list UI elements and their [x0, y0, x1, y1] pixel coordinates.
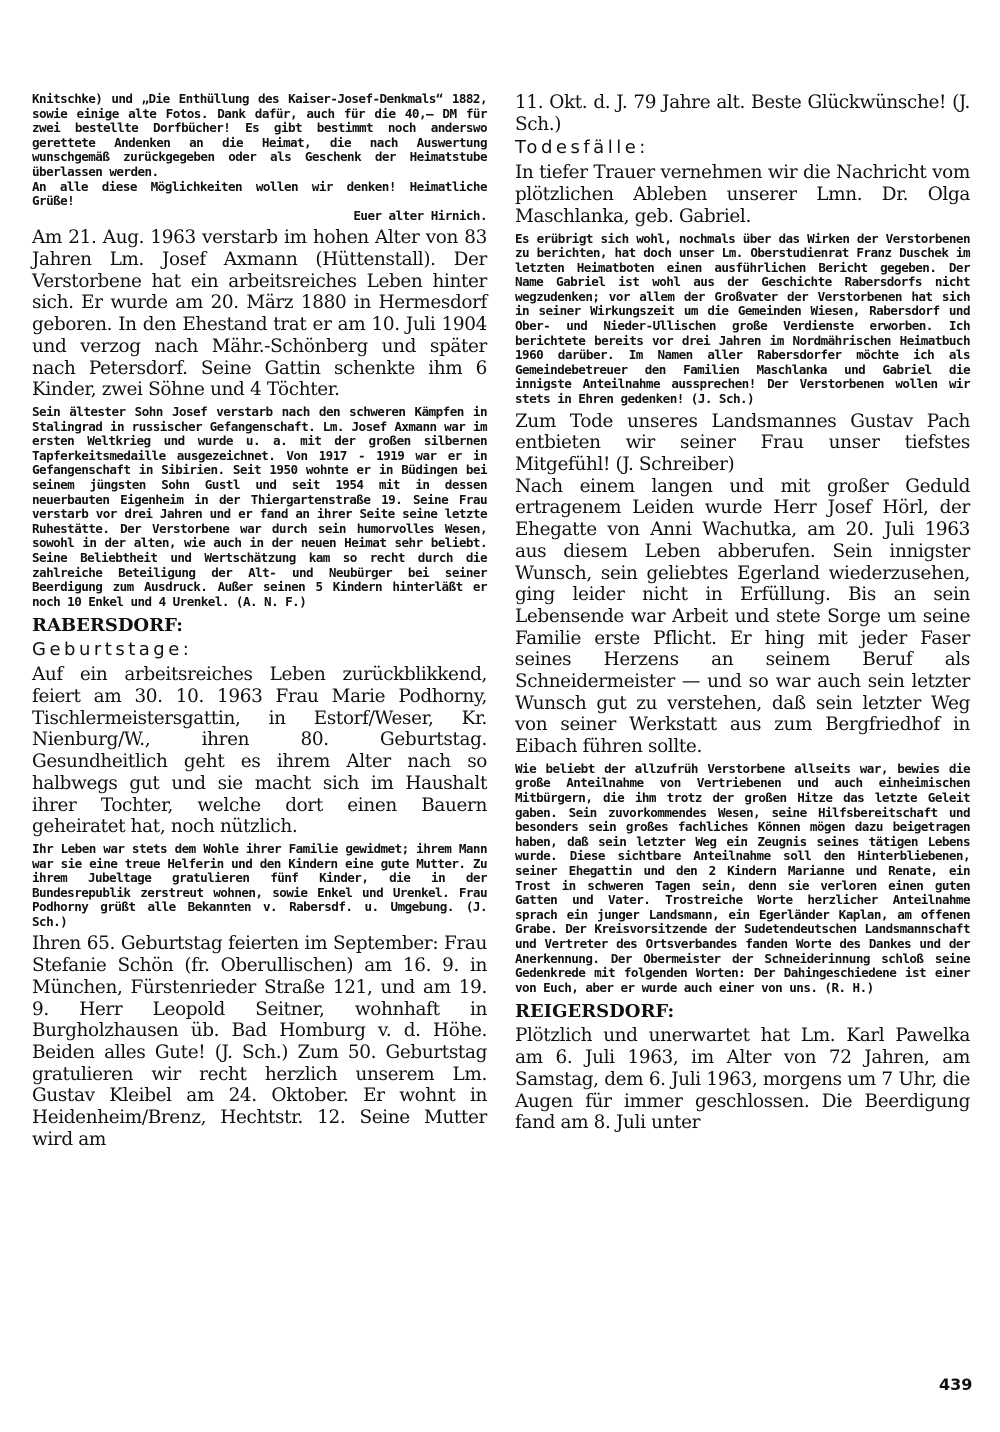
- page-number: 439: [939, 1375, 973, 1394]
- paragraph: Zum Tode unseres Landsmannes Gustav Pach entbieten wir seiner Frau unser tiefstes Mitgefühl! (J. Schreiber): [515, 410, 970, 476]
- paragraph: Ihr Leben war stets dem Wohle ihrer Familie gewidmet; ihrem Mann war sie eine treue Helferin und den Kindern eine gute Mutter. Zu ihrem Jubeltage gratulieren fünf Kinder, die in der Bundesrepublik zerstreut wohnen, sowie Enkel und Urenkel. Frau Podhorny grüßt alle Bekannten v. Rabersdf. u. Umgebung. (J. Sch.): [32, 840, 487, 929]
- subheading: Todesfälle:: [515, 137, 649, 159]
- subheading: Geburtstage:: [32, 639, 193, 661]
- paragraph: In tiefer Trauer vernehmen wir die Nachricht vom plötzlichen Ableben unserer Lmn. Dr. Olga Maschlanka, geb. Gabriel.: [515, 162, 970, 227]
- left-column: [32, 92, 487, 1151]
- paragraph: Nach einem langen und mit großer Geduld ertragenem Leiden wurde Herr Josef Hörl, der Ehegatte von Anni Wachutka, am 20. Juli 1963 aus diesem Leben abberufen. Sein innigster Wunsch, sein geliebtes Egerland wiederzusehen, ging leider nicht in Erfüllung. Bis an sein Lebensende war Arbeit und stete Sorge um seine Familie erste Pflicht. Er hing mit jeder Faser seines Herzens an seinem Beruf als Schneidermeister — und so war auch sein letzter Wunsch gut zu verstehen, daß sein letzter Weg von seiner Werkstatt aus zum Bergfriedhof in Eibach führen sollte.: [515, 475, 970, 758]
- paragraph: Am 21. Aug. 1963 verstarb im hohen Alter von 83 Jahren Lm. Josef Axmann (Hüttenstall). Der Verstorbene hat ein arbeitsreiches Leben hinter sich. Er wurde am 20. März 1880 in Hermesdorf geboren. In den Ehestand trat er am 10. Juli 1904 und verzog nach Mähr.-Schönberg und später nach Petersdorf. Seine Gattin schenkte ihm 6 Kinder, zwei Söhne und 4 Töchter.: [32, 227, 487, 401]
- closing-line: [32, 180, 487, 209]
- signature-line: Euer alter Hirnich.: [353, 207, 487, 223]
- section-heading: RABERSDORF:: [32, 615, 183, 637]
- paragraph: Auf ein arbeitsreiches Leben zurückblikkend, feiert am 30. 10. 1963 Frau Marie Podhorny, Tischlermeistersgattin, in Estorf/Weser, Kr. Nienburg/W., ihren 80. Geburtstag. Gesundheitlich geht es ihrem Alter nach so halbwegs gut und sie macht sich im Haushalt ihrer Tochter, welche dort einen Bauern geheiratet hat, noch nützlich.: [32, 664, 487, 838]
- paragraph: 11. Okt. d. J. 79 Jahre alt. Beste Glückwünsche! (J. Sch.): [515, 92, 970, 135]
- right-column: [515, 92, 970, 1134]
- section-heading: REIGERSDORF:: [515, 1001, 675, 1023]
- greeting-text: An alle diese Möglichkeiten wollen wir denken! Heimatliche Grüße!: [32, 178, 487, 209]
- paragraph: Wie beliebt der allzufrüh Verstorbene allseits war, bewies die große Anteilnahme von Vertriebenen und auch einheimischen Mitbürgern, die ihm trotz der großen Hitze das letzte Geleit gaben. Sein zuvorkommendes Wesen, seine Hilfsbereitschaft und besonders sein großes fachliches Können mögen dazu beigetragen haben, daß sein letzter Weg ein Zeugnis seines tätigen Lebens wurde. Diese sichtbare Anteilnahme soll den Hinterbliebenen, seiner Ehegattin und den 2 Kindern Marianne und Renate, ein Trost in schweren Tagen sein, denn sie verloren einen guten Gatten und Vater. Trostreiche Worte herzlicher Anteilnahme sprach ein junger Landsmann, ein Egerländer Kaplan, am offenen Grabe. Der Kreisvorsitzende der Sudetendeutschen Landsmannschaft und Vertreter des Ortsverbandes fanden Worte des Dankes und der Anerkennung. Der Obermeister der Schneiderinnung schloß seine Gedenkrede mit folgenden Worten: Der Dahingeschiedene ist einer von Euch, aber er wurde auch einer von uns. (R. H.): [515, 760, 970, 995]
- paragraph: Sein ältester Sohn Josef verstarb nach den schweren Kämpfen in Stalingrad in russischer Gefangenschaft. Lm. Josef Axmann war im ersten Weltkrieg und wurde u. a. mit der großen silbernen Tapferkeitsmedaille ausgezeichnet. Von 1917 - 1919 war er in Gefangenschaft in Sibirien. Seit 1950 wohnte er in Büdingen bei seinem jüngsten Sohn Gustl und seit 1954 mit in dessen neuerbauten Eigenheim in der Thiergartenstraße 19. Seine Frau verstarb vor drei Jahren und er fand an ihrer Seite seine letzte Ruhestätte. Der Verstorbene war durch sein humorvolles Wesen, sowohl in der alten, wie auch in der neuen Heimat sehr beliebt. Seine Beliebtheit und Wertschätzung kam so recht durch die zahlreiche Beteiligung der Alt- und Neubürger bei seiner Beerdigung zum Ausdruck. Außer seinen 5 Kindern hinterläßt er noch 10 Enkel und 4 Urenkel. (A. N. F.): [32, 403, 487, 609]
- paragraph: Plötzlich und unerwartet hat Lm. Karl Pawelka am 6. Juli 1963, im Alter von 72 Jahren, am Samstag, dem 6. Juli 1963, morgens um 7 Uhr, die Augen für immer geschlossen. Die Beerdigung fand am 8. Juli unter: [515, 1025, 970, 1134]
- paragraph: Es erübrigt sich wohl, nochmals über das Wirken der Verstorbenen zu berichten, hat doch unser Lm. Oberstudienrat Franz Duschek im letzten Heimatboten einen ausführlichen Bericht gegeben. Der Name Gabriel ist wohl aus der Geschichte Rabersdorfs nicht wegzudenken; vor allem der Großvater der Verstorbenen hat sich in seiner Wirkungszeit um die Gemeinden Wiesen, Rabersdorf und Ober- und Nieder-Ullischen große Verdienste erworben. Ich berichtete bereits vor drei Jahren im Nordmährischen Heimatbuch 1960 darüber. Im Namen aller Rabersdorfer möchte ich als Gemeindebetreuer den Familien Maschlanka und Gabriel die innigste Anteilnahme aussprechen! Der Verstorbenen wollen wir stets in Ehren gedenken! (J. Sch.): [515, 230, 970, 407]
- paragraph: Knitschke) und „Die Enthüllung des Kaiser-Josef-Denkmals“ 1882, sowie einige alte Fotos. Dank dafür, auch für die 40,— DM für zwei bestellte Dorfbücher! Es gibt bestimmt noch anderswo gerettete Andenken an die Heimat, die nach Auswertung wunschgemäß zurückgegeben oder als Geschenk der Heimatstube überlassen werden.: [32, 91, 487, 179]
- paragraph: Ihren 65. Geburtstag feierten im September: Frau Stefanie Schön (fr. Oberullischen) am 16. 9. in München, Fürstenrieder Straße 121, und am 19. 9. Herr Leopold Seitner, wohnhaft in Burgholzhausen üb. Bad Homburg v. d. Höhe. Beiden alles Gute! (J. Sch.) Zum 50. Geburtstag gratulieren wir recht herzlich unserem Lm. Gustav Kleibel am 24. Oktober. Er wohnt in Heidenheim/Brenz, Hechtstr. 12. Seine Mutter wird am: [32, 933, 487, 1150]
